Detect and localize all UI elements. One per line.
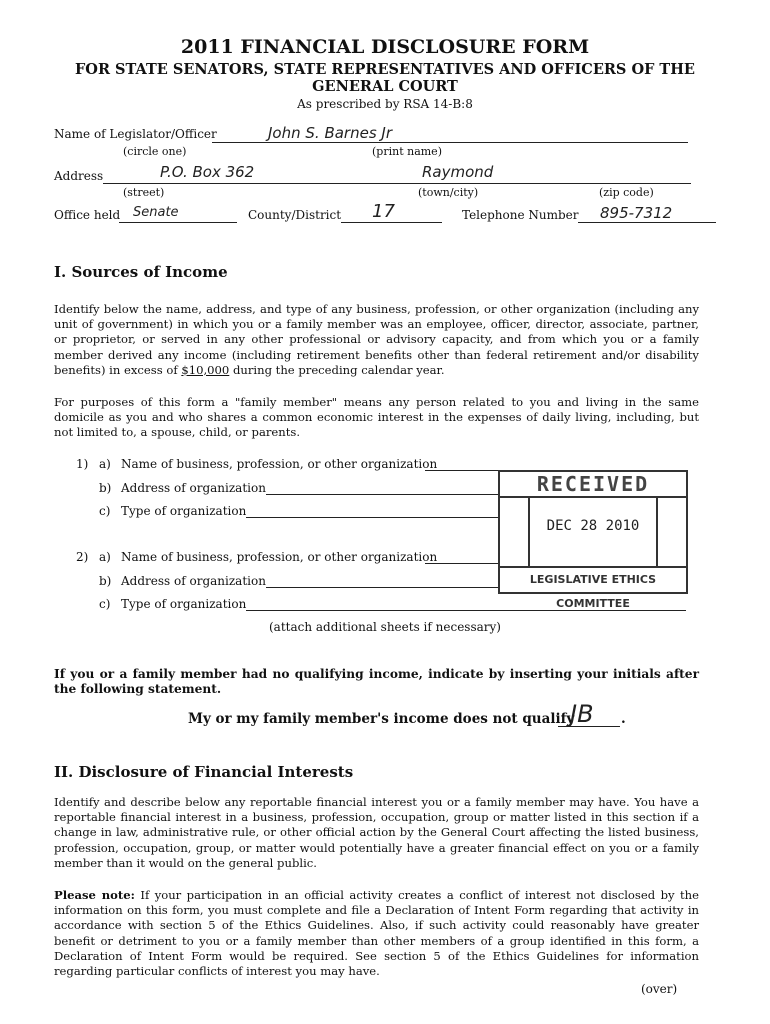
item1-number: 1): [76, 457, 89, 471]
prescribed-by: As prescribed by RSA 14-B:8: [297, 97, 473, 111]
name-label: Name of Legislator/Officer: [54, 127, 217, 141]
initials-field[interactable]: JB: [570, 700, 594, 728]
zip-caption: (zip code): [599, 186, 654, 199]
county-underline: [341, 222, 442, 223]
section1-paragraph2: For purposes of this form a "family member" means any person related to you and living in the same domicile as you and who shares a common economic interest in the expenses of daily living, including, but not limited to, a spouse, child, or parents.: [54, 395, 699, 440]
town-field[interactable]: Raymond: [422, 163, 494, 181]
item1-b: b): [99, 481, 112, 495]
stamp-committee: LEGISLATIVE ETHICS COMMITTEE: [500, 566, 686, 592]
item1-type-label: Type of organization: [121, 504, 247, 518]
form-subtitle-line2: GENERAL COURT: [312, 78, 458, 95]
form-title: 2011 FINANCIAL DISCLOSURE FORM: [180, 36, 590, 58]
no-income-instruction: If you or a family member had no qualifying income, indicate by inserting your initials after the following statement.: [54, 667, 699, 697]
street-caption: (street): [123, 186, 165, 199]
section2-paragraph1: Identify and describe below any reportable financial interest you or a family member may have. You have a reportable financial interest in a business, profession, occupation, group or matter listed in this section if a change in law, administrative rule, or other official action by the General Court affecting the listed business, profession, occupation, group, or matter would potentially have a greater financial effect on you or a family member than it would on the general public.: [54, 795, 699, 870]
address-label: Address: [54, 169, 104, 183]
received-stamp: [498, 470, 688, 610]
item2-a: a): [99, 550, 111, 564]
item2-c: c): [99, 597, 111, 611]
item2-number: 2): [76, 550, 89, 564]
over-indicator: (over): [641, 982, 678, 996]
item2-name-label: Name of business, profession, or other organization: [121, 550, 438, 564]
town-caption: (town/city): [418, 186, 479, 199]
office-held-field[interactable]: Senate: [133, 205, 179, 220]
stamp-date-box: [528, 496, 658, 566]
street-field[interactable]: P.O. Box 362: [160, 163, 255, 181]
print-name-caption: (print name): [372, 145, 442, 158]
statement-period: .: [621, 711, 626, 727]
phone-field[interactable]: 895-7312: [600, 204, 673, 222]
income-statement: My or my family member's income does not qualify: [188, 711, 575, 727]
county-label: County/District: [248, 208, 342, 222]
item1-name-label: Name of business, profession, or other organization: [121, 457, 438, 471]
item2-address-label: Address of organization: [121, 574, 266, 588]
form-subtitle-line1: FOR STATE SENATORS, STATE REPRESENTATIVES AND OFFICERS OF THE: [75, 61, 695, 78]
stamp-date: DEC 28 2010: [546, 518, 640, 534]
item2-b: b): [99, 574, 112, 588]
section2-note: Please note: If your participation in an official activity creates a conflict of interest not disclosed by the information on this form, you must complete and file a Declaration of Intent Form regarding that activity in accordance with section 5 of the Ethics Guidelines. Also, if such activity could reasonably have greater benefit or detriment to you or a family member than other members of a group identified in this form, a Declaration of Intent Form would be required. See section 5 of the Ethics Guidelines for information regarding particular conflicts of interest you may have.: [54, 888, 700, 979]
name-field[interactable]: John S. Barnes Jr: [268, 124, 392, 142]
name-underline: [212, 142, 688, 143]
section2-heading: II. Disclosure of Financial Interests: [54, 763, 354, 781]
note-label: Please note:: [54, 888, 135, 902]
phone-label: Telephone Number: [462, 208, 579, 222]
circle-one-caption: (circle one): [123, 145, 187, 158]
item1-address-label: Address of organization: [121, 481, 266, 495]
section1-heading: I. Sources of Income: [54, 263, 228, 281]
item1-c: c): [99, 504, 111, 518]
income-threshold: $10,000: [181, 362, 230, 377]
attach-note: (attach additional sheets if necessary): [269, 620, 501, 634]
county-field[interactable]: 17: [372, 201, 395, 222]
office-held-label: Office held: [54, 208, 121, 222]
item1-a: a): [99, 457, 111, 471]
address-underline: [103, 183, 691, 184]
item2-type-label: Type of organization: [121, 597, 247, 611]
section1-paragraph1: Identify below the name, address, and type of any business, profession, or other organization (including any unit of government) in which you or a family member was an employee, officer, director, associate, partner, or proprietor, or served in any other professional or advisory capacity, and from which you or a family member derived any income (including retirement benefits other than federal retirement and/or disability benefits) in excess of $10,000 during the preceding calendar year.: [54, 302, 699, 377]
office-underline: [119, 222, 237, 223]
phone-underline: [578, 222, 716, 223]
stamp-received-text: RECEIVED: [500, 472, 686, 498]
